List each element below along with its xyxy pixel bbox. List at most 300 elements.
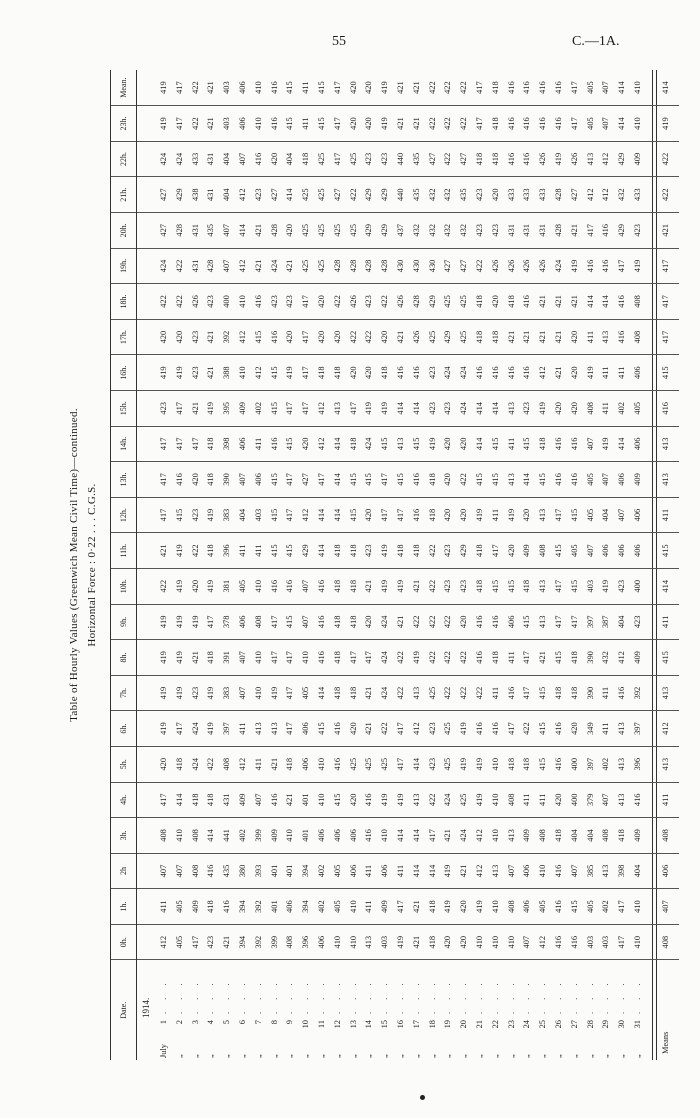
value-cell: 418 [298, 141, 314, 177]
value-cell: 408 [188, 853, 204, 889]
mean-value-cell: 413 [652, 426, 679, 462]
value-cell: 403 [583, 568, 599, 604]
value-cell: 417 [330, 106, 346, 142]
hourly-values-table-frame [110, 70, 670, 1060]
value-cell: 415 [519, 426, 535, 462]
leader-dots: . . . [506, 978, 516, 1014]
value-cell: 424 [456, 355, 472, 391]
value-cell: 421 [203, 355, 219, 391]
value-cell: 417 [425, 818, 441, 854]
value-cell: 418 [425, 462, 441, 498]
value-cell: 416 [472, 604, 488, 640]
day-number: 18 [427, 1020, 437, 1029]
value-cell: 427 [456, 141, 472, 177]
value-cell: 412 [409, 711, 425, 747]
value-cell: 415 [551, 640, 567, 676]
value-cell: 420 [330, 319, 346, 355]
row-mean-cell: 421 [203, 70, 219, 106]
year-row-spacer [137, 746, 157, 782]
value-cell: 416 [267, 106, 283, 142]
value-cell: 437 [393, 213, 409, 249]
value-cell: 406 [298, 711, 314, 747]
mean-value-cell: 411 [652, 497, 679, 533]
value-cell: 418 [425, 889, 441, 925]
value-cell: 395 [219, 390, 235, 426]
value-cell: 414 [488, 390, 504, 426]
year-row-spacer [137, 675, 157, 711]
value-cell: 394 [298, 889, 314, 925]
day-number: 3 [190, 1020, 200, 1025]
value-cell: 401 [298, 782, 314, 818]
row-mean-cell: 415 [314, 70, 330, 106]
year-label: 1914. [141, 997, 151, 1018]
year-row-spacer [137, 604, 157, 640]
value-cell: 422 [472, 248, 488, 284]
table-row [298, 70, 314, 1060]
value-cell: 406 [346, 818, 362, 854]
value-cell: 409 [377, 889, 393, 925]
value-cell: 417 [314, 462, 330, 498]
value-cell: 406 [630, 426, 646, 462]
value-cell: 421 [409, 106, 425, 142]
value-cell: 415 [535, 711, 551, 747]
value-cell: 414 [203, 818, 219, 854]
value-cell: 413 [583, 141, 599, 177]
value-cell: 425 [346, 141, 362, 177]
value-cell: 416 [535, 106, 551, 142]
table-row [535, 70, 551, 1060]
value-cell: 417 [346, 640, 362, 676]
value-cell: 417 [361, 640, 377, 676]
value-cell: 426 [393, 284, 409, 320]
value-cell: 414 [393, 818, 409, 854]
value-cell: 425 [456, 782, 472, 818]
day-number: 28 [585, 1020, 595, 1029]
value-cell: 405 [330, 853, 346, 889]
value-cell: 427 [330, 177, 346, 213]
row-mean-cell: 419 [377, 70, 393, 106]
value-cell: 416 [551, 426, 567, 462]
year-row-spacer [137, 818, 157, 854]
row-mean-cell: 420 [361, 70, 377, 106]
value-cell: 417 [188, 924, 204, 960]
value-cell: 416 [630, 782, 646, 818]
table-row [267, 70, 283, 1060]
value-cell: 416 [251, 284, 267, 320]
date-cell [188, 960, 204, 1060]
mean-value-cell: 407 [652, 889, 679, 925]
column-header-22h: 22h. [111, 141, 137, 177]
value-cell: 394 [235, 889, 251, 925]
value-cell: 405 [583, 889, 599, 925]
column-header-17h: 17h. [111, 319, 137, 355]
value-cell: 425 [298, 248, 314, 284]
value-cell: 426 [567, 141, 583, 177]
value-cell: 416 [551, 746, 567, 782]
day-number: 12 [332, 1020, 342, 1029]
value-cell: 406 [614, 533, 630, 569]
value-cell: 416 [583, 248, 599, 284]
value-cell: 419 [504, 497, 520, 533]
value-cell: 418 [330, 640, 346, 676]
value-cell: 418 [567, 640, 583, 676]
value-cell: 411 [598, 355, 614, 391]
value-cell: 423 [440, 390, 456, 426]
value-cell: 416 [409, 497, 425, 533]
value-cell: 432 [440, 177, 456, 213]
value-cell: 402 [235, 818, 251, 854]
leader-dots: . . . [316, 978, 326, 1014]
month-label: „ [411, 1054, 421, 1058]
value-cell: 425 [298, 213, 314, 249]
value-cell: 413 [598, 319, 614, 355]
column-header-20h: 20h. [111, 213, 137, 249]
value-cell: 412 [598, 177, 614, 213]
date-cell [251, 960, 267, 1060]
value-cell: 412 [472, 853, 488, 889]
value-cell: 390 [583, 675, 599, 711]
value-cell: 416 [519, 106, 535, 142]
value-cell: 415 [504, 568, 520, 604]
value-cell: 406 [504, 604, 520, 640]
value-cell: 406 [630, 533, 646, 569]
table-row [346, 70, 362, 1060]
value-cell: 401 [267, 853, 283, 889]
value-cell: 411 [583, 319, 599, 355]
value-cell: 421 [551, 319, 567, 355]
value-cell: 415 [346, 462, 362, 498]
value-cell: 419 [188, 604, 204, 640]
value-cell: 426 [346, 284, 362, 320]
column-header-16h: 16h. [111, 355, 137, 391]
row-mean-cell: 417 [172, 70, 188, 106]
value-cell: 431 [203, 141, 219, 177]
value-cell: 419 [361, 390, 377, 426]
value-cell: 415 [282, 604, 298, 640]
row-mean-cell: 418 [488, 70, 504, 106]
value-cell: 421 [251, 248, 267, 284]
value-cell: 416 [472, 711, 488, 747]
value-cell: 419 [377, 106, 393, 142]
value-cell: 419 [409, 640, 425, 676]
value-cell: 411 [504, 426, 520, 462]
value-cell: 379 [583, 782, 599, 818]
value-cell: 418 [203, 782, 219, 818]
value-cell: 427 [298, 462, 314, 498]
value-cell: 401 [267, 889, 283, 925]
value-cell: 416 [219, 889, 235, 925]
month-label: „ [253, 1054, 263, 1058]
value-cell: 409 [519, 818, 535, 854]
value-cell: 408 [630, 319, 646, 355]
value-cell: 417 [472, 106, 488, 142]
table-row [156, 70, 172, 1060]
value-cell: 417 [282, 711, 298, 747]
table-row [598, 70, 614, 1060]
value-cell: 420 [567, 355, 583, 391]
value-cell: 419 [267, 675, 283, 711]
value-cell: 415 [314, 711, 330, 747]
value-cell: 408 [504, 889, 520, 925]
date-cell [551, 960, 567, 1060]
leader-dots: . . . [301, 978, 311, 1014]
value-cell: 381 [219, 568, 235, 604]
value-cell: 412 [235, 177, 251, 213]
value-cell: 420 [298, 426, 314, 462]
month-label: „ [459, 1054, 469, 1058]
value-cell: 421 [551, 355, 567, 391]
table-row [583, 70, 599, 1060]
value-cell: 414 [330, 426, 346, 462]
mean-value-cell: 415 [652, 355, 679, 391]
value-cell: 405 [535, 889, 551, 925]
value-cell: 394 [235, 924, 251, 960]
value-cell: 406 [235, 604, 251, 640]
value-cell: 429 [377, 177, 393, 213]
value-cell: 417 [282, 497, 298, 533]
column-header-18h: 18h. [111, 284, 137, 320]
date-cell [393, 960, 409, 1060]
value-cell: 406 [330, 818, 346, 854]
table-row [456, 70, 472, 1060]
value-cell: 410 [251, 675, 267, 711]
value-cell: 424 [377, 675, 393, 711]
value-cell: 423 [188, 355, 204, 391]
value-cell: 424 [172, 141, 188, 177]
value-cell: 420 [440, 497, 456, 533]
value-cell: 423 [425, 390, 441, 426]
value-cell: 418 [409, 533, 425, 569]
value-cell: 417 [583, 213, 599, 249]
value-cell: 416 [330, 746, 346, 782]
value-cell: 418 [203, 889, 219, 925]
value-cell: 420 [456, 924, 472, 960]
row-mean-cell: 411 [298, 70, 314, 106]
leader-dots: . . . [553, 978, 563, 1014]
year-row-spacer [137, 355, 157, 391]
leader-dots: . . . [174, 978, 184, 1014]
value-cell: 417 [504, 711, 520, 747]
value-cell: 416 [409, 462, 425, 498]
value-cell: 410 [282, 818, 298, 854]
row-mean-cell: 422 [425, 70, 441, 106]
year-row-spacer [137, 141, 157, 177]
value-cell: 417 [282, 390, 298, 426]
value-cell: 419 [156, 355, 172, 391]
value-cell: 419 [156, 675, 172, 711]
value-cell: 405 [235, 568, 251, 604]
mean-value-cell: 411 [652, 782, 679, 818]
value-cell: 408 [188, 818, 204, 854]
value-cell: 411 [598, 390, 614, 426]
value-cell: 414 [393, 390, 409, 426]
value-cell: 417 [377, 497, 393, 533]
value-cell: 407 [235, 141, 251, 177]
column-header-7h: 7h. [111, 675, 137, 711]
value-cell: 423 [282, 284, 298, 320]
value-cell: 421 [282, 248, 298, 284]
value-cell: 424 [156, 141, 172, 177]
value-cell: 423 [203, 924, 219, 960]
leader-dots: . . . [490, 978, 500, 1014]
value-cell: 419 [203, 675, 219, 711]
year-row-spacer [137, 390, 157, 426]
date-cell [614, 960, 630, 1060]
value-cell: 432 [409, 213, 425, 249]
year-row-spacer [137, 213, 157, 249]
date-cell [630, 960, 646, 1060]
value-cell: 417 [156, 497, 172, 533]
value-cell: 415 [488, 568, 504, 604]
value-cell: 425 [425, 319, 441, 355]
value-cell: 410 [488, 889, 504, 925]
value-cell: 419 [282, 355, 298, 391]
value-cell: 422 [519, 711, 535, 747]
value-cell: 422 [425, 533, 441, 569]
row-mean-cell: 422 [456, 70, 472, 106]
value-cell: 417 [172, 711, 188, 747]
value-cell: 407 [504, 853, 520, 889]
value-cell: 416 [393, 355, 409, 391]
leader-dots: . . . [522, 978, 532, 1014]
value-cell: 414 [409, 390, 425, 426]
value-cell: 425 [456, 319, 472, 355]
value-cell: 407 [598, 106, 614, 142]
value-cell: 431 [519, 213, 535, 249]
value-cell: 418 [346, 533, 362, 569]
value-cell: 421 [535, 284, 551, 320]
leader-dots: . . . [348, 978, 358, 1014]
value-cell: 412 [235, 248, 251, 284]
value-cell: 415 [567, 889, 583, 925]
value-cell: 410 [346, 924, 362, 960]
value-cell: 418 [504, 746, 520, 782]
day-number: 10 [301, 1020, 311, 1029]
value-cell: 415 [409, 426, 425, 462]
page-dot [420, 1095, 425, 1100]
value-cell: 416 [472, 355, 488, 391]
date-cell [409, 960, 425, 1060]
row-mean-cell: 416 [504, 70, 520, 106]
month-label: „ [348, 1054, 358, 1058]
value-cell: 410 [330, 924, 346, 960]
value-cell: 418 [614, 818, 630, 854]
value-cell: 402 [251, 390, 267, 426]
value-cell: 429 [361, 213, 377, 249]
value-cell: 416 [314, 568, 330, 604]
value-cell: 404 [235, 497, 251, 533]
leader-dots: . . . [332, 978, 342, 1014]
value-cell: 417 [614, 889, 630, 925]
year-row-spacer [137, 782, 157, 818]
value-cell: 423 [456, 568, 472, 604]
value-cell: 404 [567, 818, 583, 854]
value-cell: 415 [567, 568, 583, 604]
value-cell: 423 [630, 604, 646, 640]
value-cell: 392 [251, 924, 267, 960]
month-label: „ [190, 1054, 200, 1058]
value-cell: 416 [504, 141, 520, 177]
column-header-14h: 14h. [111, 426, 137, 462]
value-cell: 407 [235, 640, 251, 676]
value-cell: 392 [630, 675, 646, 711]
value-cell: 422 [425, 604, 441, 640]
value-cell: 419 [156, 711, 172, 747]
value-cell: 433 [630, 177, 646, 213]
month-label: „ [395, 1054, 405, 1058]
month-label: „ [506, 1054, 516, 1058]
value-cell: 421 [219, 924, 235, 960]
value-cell: 405 [630, 390, 646, 426]
value-cell: 402 [314, 889, 330, 925]
value-cell: 416 [551, 924, 567, 960]
year-row-spacer [137, 70, 157, 106]
value-cell: 419 [583, 355, 599, 391]
value-cell: 430 [393, 248, 409, 284]
value-cell: 406 [346, 853, 362, 889]
day-number: 22 [490, 1020, 500, 1029]
value-cell: 420 [188, 568, 204, 604]
value-cell: 419 [377, 568, 393, 604]
value-cell: 410 [314, 746, 330, 782]
value-cell: 415 [282, 106, 298, 142]
value-cell: 413 [361, 924, 377, 960]
value-cell: 410 [235, 284, 251, 320]
value-cell: 421 [456, 853, 472, 889]
value-cell: 422 [440, 141, 456, 177]
value-cell: 429 [614, 213, 630, 249]
value-cell: 417 [172, 426, 188, 462]
value-cell: 420 [456, 426, 472, 462]
value-cell: 428 [409, 284, 425, 320]
value-cell: 416 [361, 782, 377, 818]
value-cell: 418 [203, 426, 219, 462]
value-cell: 421 [361, 711, 377, 747]
value-cell: 418 [330, 604, 346, 640]
value-cell: 424 [456, 390, 472, 426]
value-cell: 417 [377, 462, 393, 498]
value-cell: 415 [267, 390, 283, 426]
value-cell: 417 [156, 462, 172, 498]
value-cell: 419 [172, 604, 188, 640]
value-cell: 414 [314, 675, 330, 711]
day-number: 2 [174, 1020, 184, 1025]
value-cell: 406 [630, 355, 646, 391]
value-cell: 433 [535, 177, 551, 213]
value-cell: 428 [267, 213, 283, 249]
value-cell: 423 [251, 177, 267, 213]
value-cell: 405 [330, 889, 346, 925]
leader-dots: . . . [459, 978, 469, 1014]
value-cell: 410 [488, 782, 504, 818]
value-cell: 414 [314, 497, 330, 533]
value-cell: 425 [440, 711, 456, 747]
leader-dots: . . . [237, 978, 247, 1014]
value-cell: 415 [535, 675, 551, 711]
leader-dots: . . . [222, 978, 232, 1014]
value-cell: 428 [203, 248, 219, 284]
value-cell: 412 [251, 355, 267, 391]
mean-value-cell: 408 [652, 924, 679, 960]
value-cell: 406 [314, 818, 330, 854]
value-cell: 418 [346, 426, 362, 462]
value-cell: 411 [361, 853, 377, 889]
value-cell: 411 [614, 355, 630, 391]
value-cell: 420 [188, 462, 204, 498]
value-cell: 419 [156, 640, 172, 676]
date-cell [282, 960, 298, 1060]
value-cell: 411 [251, 426, 267, 462]
